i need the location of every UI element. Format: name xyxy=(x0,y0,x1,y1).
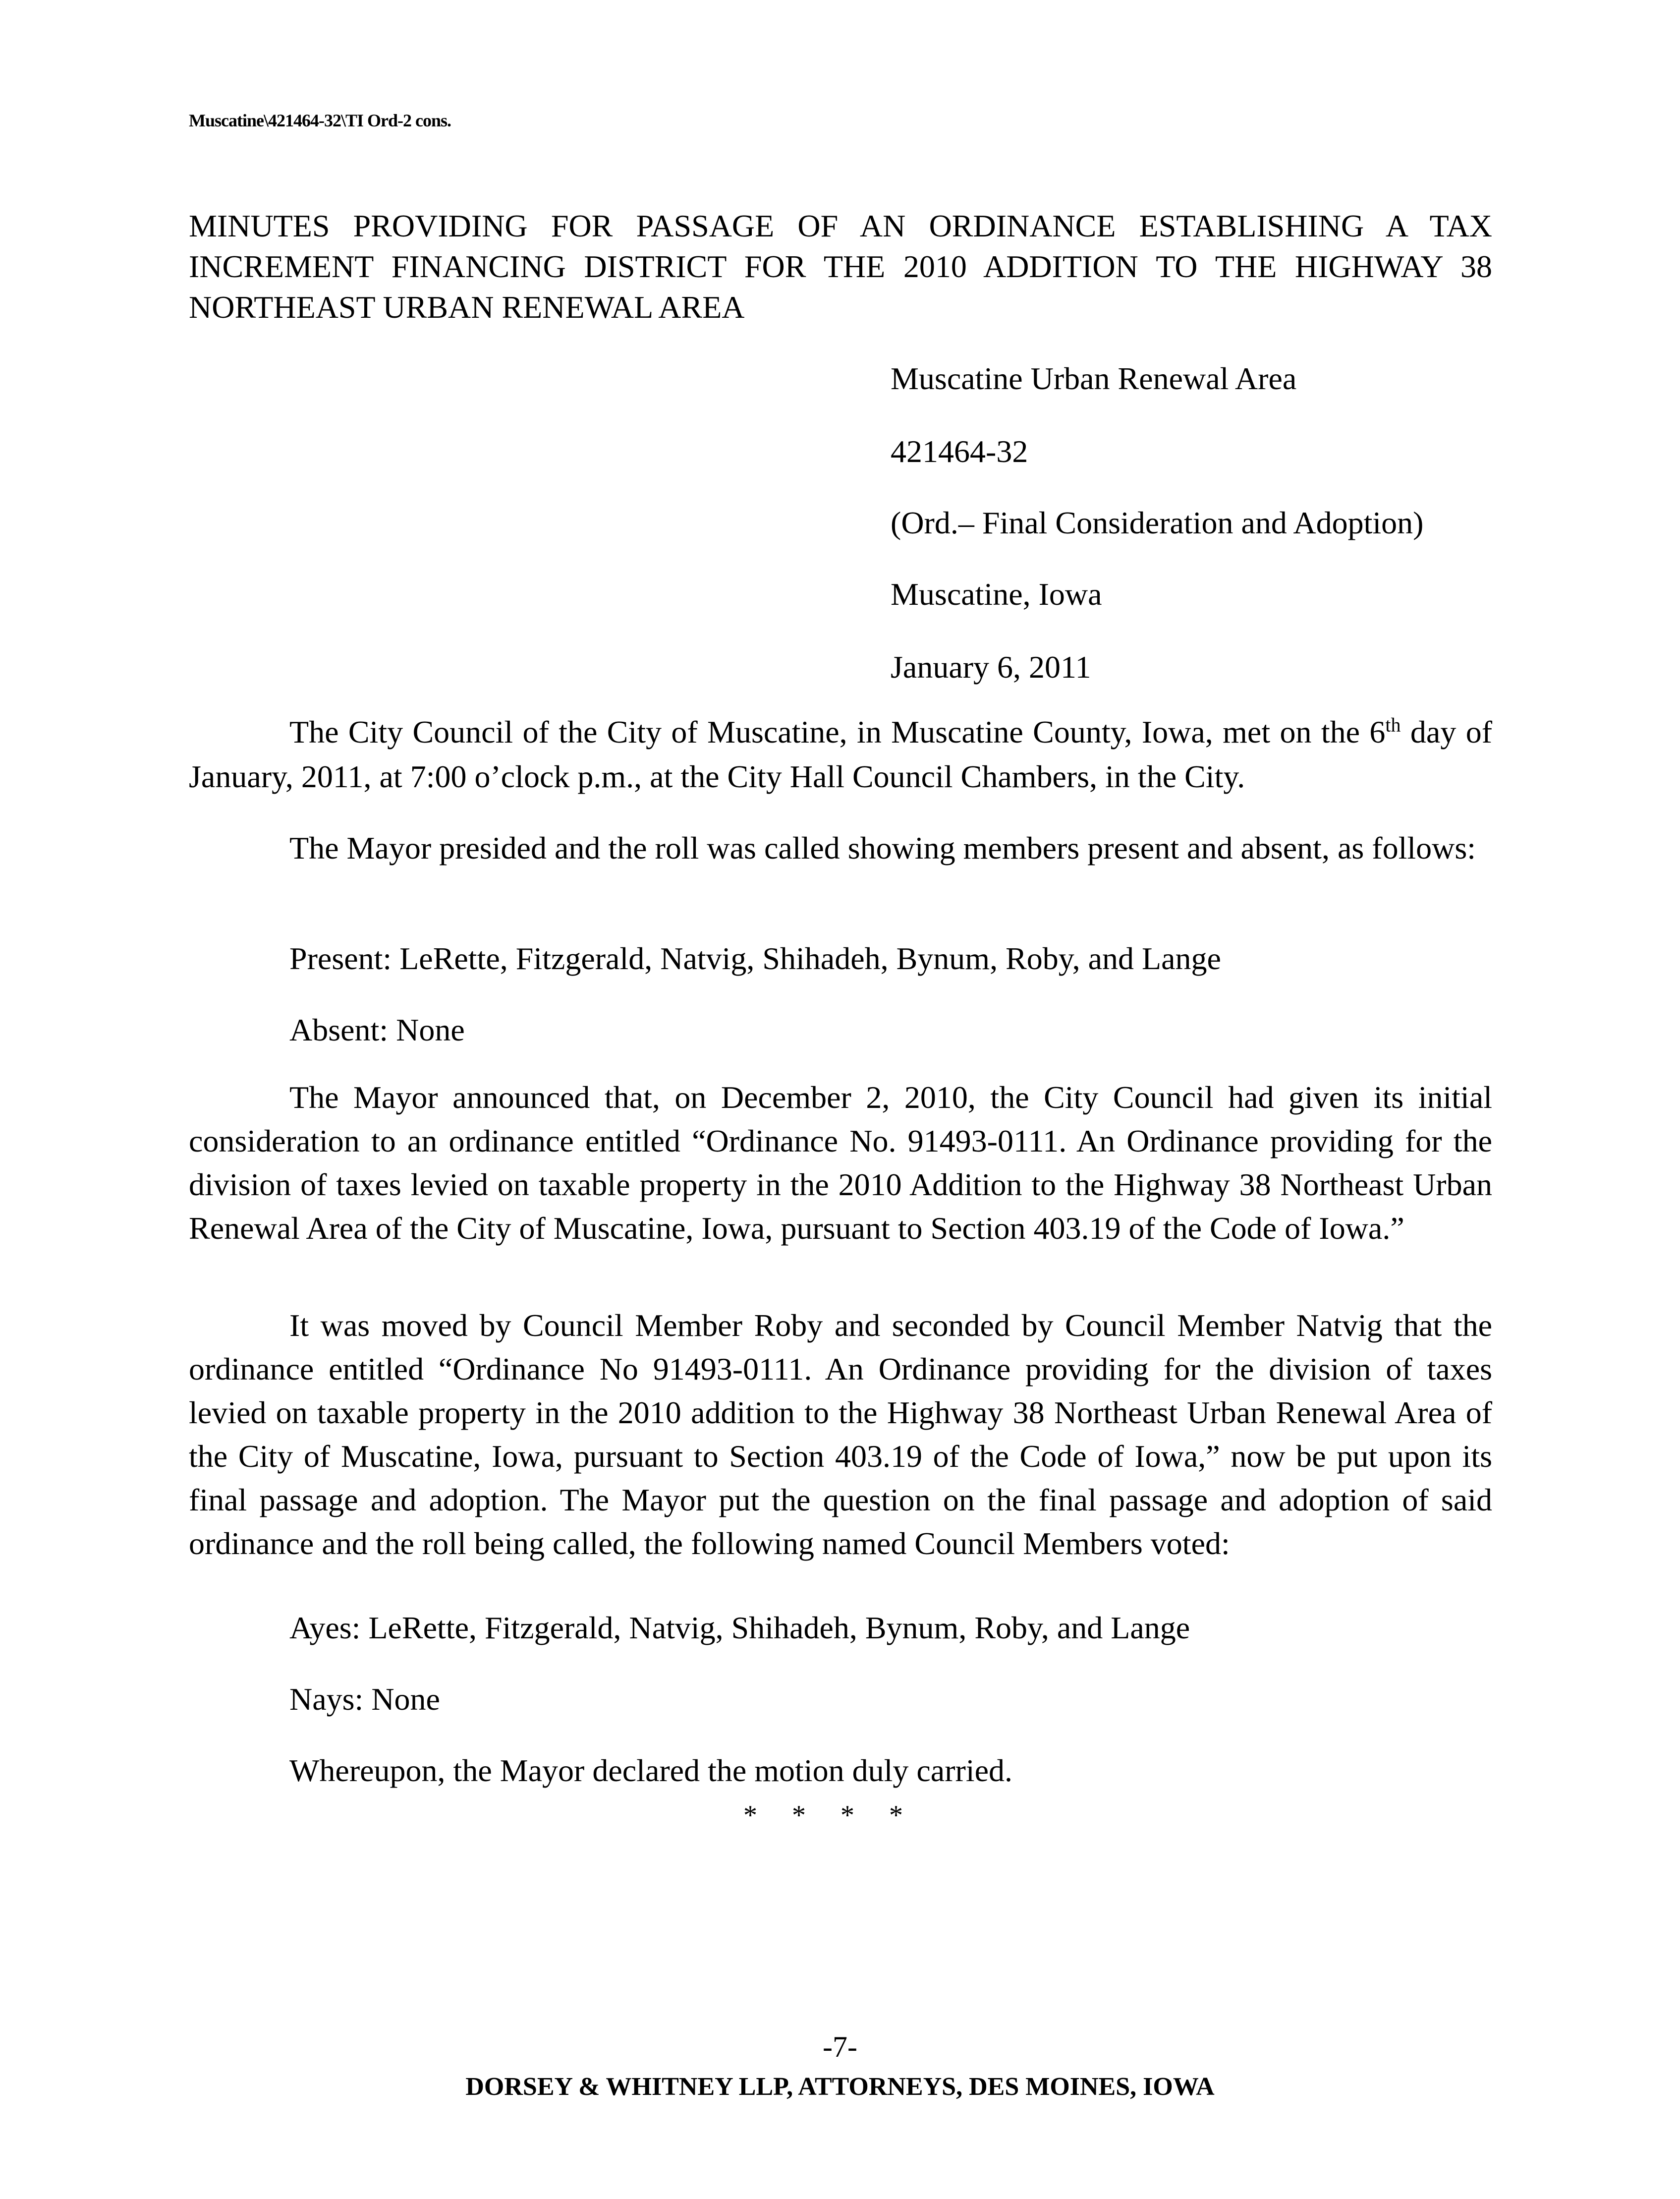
meeting-paragraph xyxy=(189,710,1492,799)
roll-call-paragraph: The Mayor presided and the roll was called showing members present and absent, as follows: xyxy=(289,830,1476,866)
caption-area: Muscatine Urban Renewal Area xyxy=(891,361,1297,396)
caption-place: Muscatine, Iowa xyxy=(891,577,1102,612)
present-members: Present: LeRette, Fitzgerald, Natvig, Shihadeh, Bynum, Roby, and Lange xyxy=(289,941,1221,976)
motion-result: Whereupon, the Mayor declared the motion duly carried. xyxy=(289,1753,1012,1788)
section-separator: * * * * xyxy=(743,1800,917,1831)
firm-footer: DORSEY & WHITNEY LLP, ATTORNEYS, DES MOINES, IOWA xyxy=(465,2073,1215,2101)
page-number: -7- xyxy=(823,2030,857,2063)
caption-date: January 6, 2011 xyxy=(891,649,1091,685)
motion-paragraph: It was moved by Council Member Roby and seconded by Council Member Natvig that the ordinance entitled “Ordinance No 91493-0111. An Ordinance providing for the division of taxes levied on taxable property in the 2010 addition to the Highway 38 Northeast Urban Renewal Area of the City of Muscatine, Iowa, pursuant to Section 403.19 of the Code of Iowa,” now be put upon its final passage and adoption. The Mayor put the question on the final passage and adoption of said ordinance and the roll being called, the following named Council Members voted: xyxy=(189,1308,1492,1561)
announcement-paragraph: The Mayor announced that, on December 2, 2010, the City Council had given its initial consideration to an ordinance entitled “Ordinance No. 91493-0111. An Ordinance providing for the division of taxes levied on taxable property in the 2010 Addition to the Highway 38 Northeast Urban Renewal Area of the City of Muscatine, Iowa, pursuant to Section 403.19 of the Code of Iowa.” xyxy=(189,1080,1492,1246)
meeting-text: The City Council of the City of Muscatine, in Muscatine County, Iowa, met on the 6 xyxy=(289,714,1386,750)
caption-stage: (Ord.– Final Consideration and Adoption) xyxy=(891,505,1424,540)
document-reference: Muscatine\421464-32\TI Ord-2 cons. xyxy=(189,111,451,130)
caption-file-number: 421464-32 xyxy=(891,434,1028,469)
meeting-text-cont: day of January, 2011, at 7:00 o’clock p.m., at the City Hall Council Chambers, in the City. xyxy=(189,714,1493,794)
absent-members: Absent: None xyxy=(289,1012,465,1047)
nays-vote: Nays: None xyxy=(289,1681,440,1717)
ordinal-suffix: th xyxy=(1385,713,1401,736)
document-title: MINUTES PROVIDING FOR PASSAGE OF AN ORDINANCE ESTABLISHING A TAX INCREMENT FINANCING DISTRICT FOR THE 2010 ADDITION TO THE HIGHWAY 38 NORTHEAST URBAN RENEWAL AREA xyxy=(189,208,1492,325)
ayes-vote: Ayes: LeRette, Fitzgerald, Natvig, Shihadeh, Bynum, Roby, and Lange xyxy=(289,1610,1190,1645)
